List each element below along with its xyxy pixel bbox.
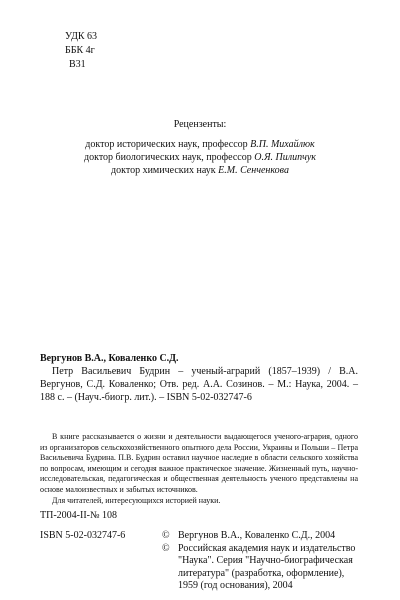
reviewer-3 bbox=[40, 164, 360, 177]
reviewer-3-name: Е.М. Сенченкова bbox=[218, 165, 289, 176]
biblio-authors: Вергунов В.А., Коваленко С.Д. bbox=[40, 353, 179, 364]
copyright-line-2: Российская академия наук и издательство "Наука". Серия "Научно-биографическая литература" (разработка, оформление), 1959 (год основания), 2004 bbox=[178, 542, 356, 592]
reviewers-block bbox=[40, 118, 360, 177]
bbk-code: ББК 4г bbox=[65, 45, 95, 56]
reviewer-1 bbox=[40, 138, 360, 151]
reviewer-1-name: В.П. Михайлюк bbox=[250, 139, 315, 150]
reviewer-2 bbox=[40, 151, 360, 164]
reviewer-2-role: доктор биологических наук, профессор bbox=[84, 152, 255, 163]
copyright-icon: © bbox=[162, 530, 170, 541]
copyright-line-1: Вергунов В.А., Коваленко С.Д., 2004 bbox=[178, 530, 336, 541]
biblio-description: Петр Васильевич Будрин – ученый-аграрий (1857–1939) / В.А. Вергунов, С.Д. Коваленко; Отв. ред. А.А. Созинов. – М.: Наука, 2004. – 188 с. – (Науч.-биогр. лит.). – ISBN 5-02-032747-6 bbox=[40, 366, 358, 403]
classification-codes bbox=[65, 30, 97, 72]
bibliographic-record bbox=[40, 352, 358, 404]
copyright-block bbox=[162, 530, 362, 593]
reviewer-3-role: доктор химических наук bbox=[111, 165, 219, 176]
copyright-row-2 bbox=[162, 543, 362, 593]
tp-number: ТП-2004-II-№ 108 bbox=[40, 510, 118, 521]
annotation-audience: Для читателей, интересующихся историей науки. bbox=[52, 495, 221, 505]
author-sign-code: В31 bbox=[69, 59, 86, 70]
reviewer-2-name: О.Я. Пилипчук bbox=[254, 152, 316, 163]
reviewers-title: Рецензенты: bbox=[173, 119, 227, 130]
copyright-icon: © bbox=[162, 542, 170, 554]
isbn: ISBN 5-02-032747-6 bbox=[40, 530, 126, 541]
udk-code: УДК 63 bbox=[65, 31, 98, 42]
copyright-row-1 bbox=[162, 530, 362, 543]
annotation-text: В книге рассказывается о жизни и деятельности выдающегося ученого-агрария, одного из организаторов сельскохозяйственного опытного дела России, Украины и Польши – Петра Васильевича Будрина. П.В. Будрин оставил научное наследие в области сельского хозяйства по вопросам, имеющим и сегодня важное практическое значение. Жизненный путь, научно-исследовательская, педагогическая и общественная деятельность ученого представлены на основе малоизвестных и забытых источников. bbox=[40, 432, 358, 494]
reviewer-1-role: доктор исторических наук, профессор bbox=[85, 139, 251, 150]
annotation bbox=[40, 432, 358, 506]
